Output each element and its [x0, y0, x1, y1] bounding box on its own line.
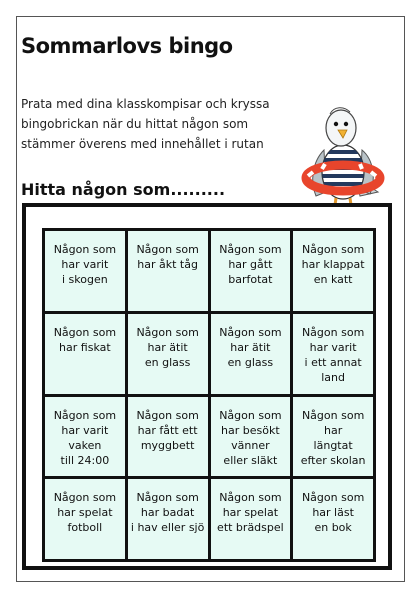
- bingo-cell[interactable]: [293, 397, 373, 477]
- bingo-cell-text: Någon som har spelat fotboll: [53, 491, 117, 535]
- bingo-cell-text: Någon som har besökt vänner eller släkt: [219, 408, 282, 467]
- bingo-cell[interactable]: [128, 479, 208, 559]
- bingo-cell[interactable]: [211, 479, 291, 559]
- bingo-cell[interactable]: [211, 314, 291, 394]
- bingo-cell-text: Någon som har varit i skogen: [53, 243, 117, 286]
- bingo-cell[interactable]: [45, 231, 125, 311]
- bingo-cell-text: Någon som har gått barfotat: [219, 243, 282, 286]
- bingo-cell-text: Någon som har läst en bok: [301, 491, 365, 535]
- bingo-cell-text: Någon som har fiskat: [53, 325, 117, 354]
- page-title: Sommarlovs bingo: [21, 34, 233, 58]
- bingo-grid: [42, 228, 376, 562]
- bingo-cell[interactable]: [211, 397, 291, 477]
- subheading: Hitta någon som.........: [21, 180, 226, 199]
- bingo-cell-text: Någon som har varit vaken till 24:00: [53, 408, 117, 467]
- bingo-cell[interactable]: [293, 314, 373, 394]
- bingo-cell-text: Någon som har åkt tåg: [136, 243, 199, 271]
- bingo-cell-text: Någon som har varit i ett annat land: [301, 325, 365, 384]
- bingo-cell[interactable]: [45, 479, 125, 559]
- bingo-cell[interactable]: [128, 397, 208, 477]
- bingo-cell-text: Någon som har klappat en katt: [301, 243, 365, 286]
- intro-text: Prata med dina klasskompisar och kryssa bingobrickan när du hittat någon som stämmer överens med innehållet i rutan: [21, 97, 270, 151]
- bingo-cell-text: Någon som har spelat ett brädspel: [217, 491, 284, 535]
- bingo-cell[interactable]: [128, 231, 208, 311]
- bingo-cell-text: Någon som har ätit en glass: [136, 325, 199, 369]
- bingo-cell-text: Någon som har badat i hav eller sjö: [130, 491, 205, 535]
- bingo-cell[interactable]: [128, 314, 208, 394]
- bingo-cell-text: Någon som har fått ett myggbett: [136, 408, 199, 452]
- bingo-cell[interactable]: [293, 479, 373, 559]
- bingo-cell[interactable]: [45, 397, 125, 477]
- bingo-board: [22, 203, 392, 570]
- bingo-cell-text: Någon som har ätit en glass: [219, 325, 282, 369]
- bingo-cell-text: Någon som har längtat efter skolan: [300, 408, 366, 467]
- bingo-cell[interactable]: [293, 231, 373, 311]
- bingo-cell[interactable]: [211, 231, 291, 311]
- bingo-cell[interactable]: [45, 314, 125, 394]
